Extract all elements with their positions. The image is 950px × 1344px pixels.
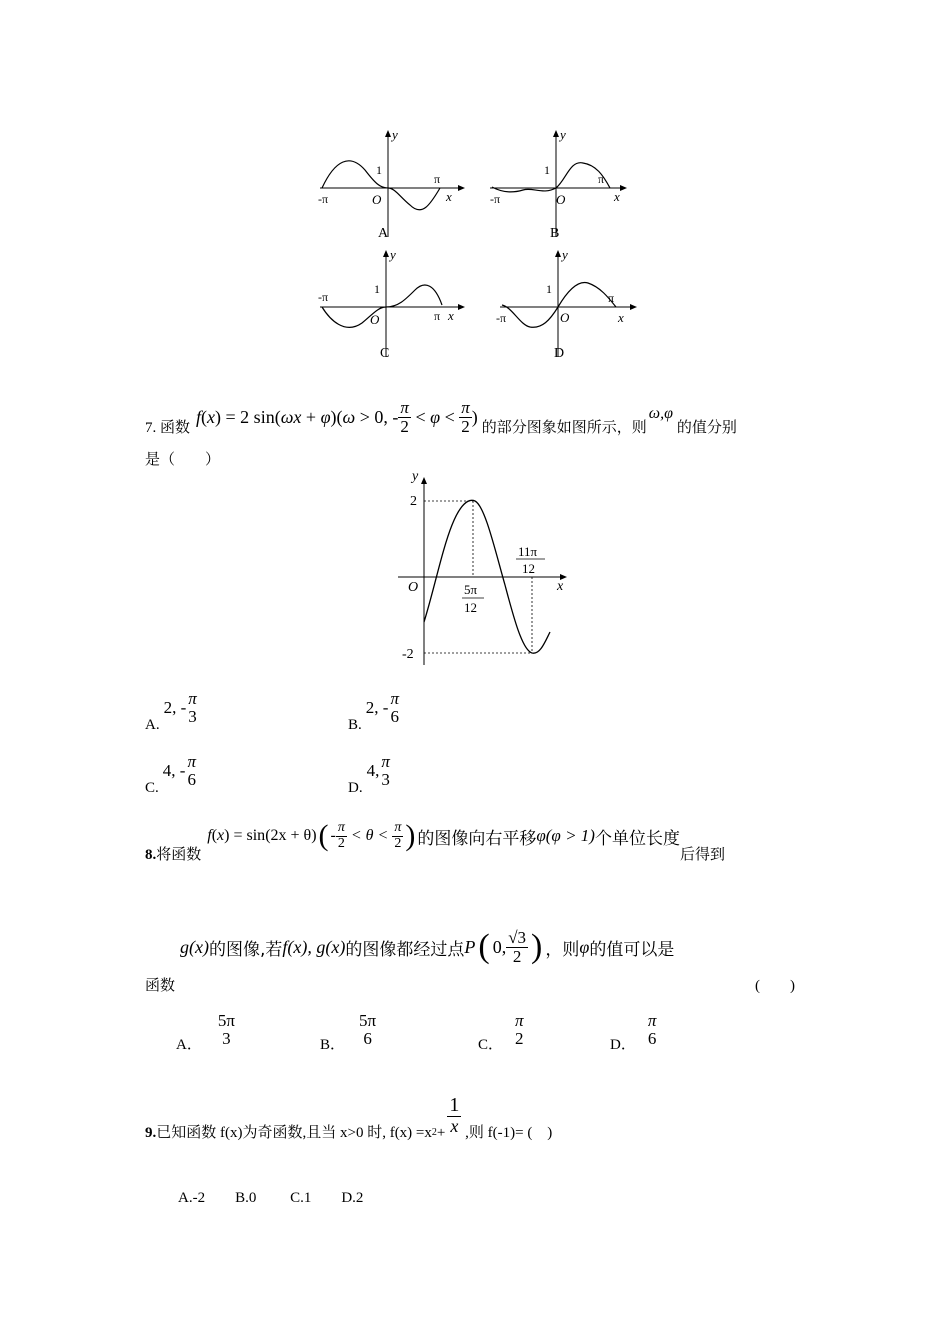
- svg-text:y: y: [390, 247, 396, 262]
- svg-text:A: A: [378, 226, 389, 241]
- svg-text:π: π: [608, 291, 615, 305]
- q7-mid-text: 的部分图象如图所示，则: [481, 419, 647, 436]
- svg-text:1: 1: [544, 163, 550, 177]
- svg-text:x: x: [448, 308, 454, 323]
- q7-graph: [390, 470, 580, 670]
- q7-tail-text: 的值分别: [676, 419, 737, 436]
- q7-lead: 函数: [160, 419, 191, 436]
- svg-text:y: y: [392, 127, 398, 142]
- q9-tail: ,则 f(-1)= ( ): [461, 1124, 553, 1141]
- graph-a: [310, 125, 470, 245]
- svg-text:-π: -π: [496, 311, 507, 325]
- q7-line1: [145, 395, 737, 439]
- q8-number: 8.: [145, 846, 157, 863]
- svg-text:C: C: [380, 346, 390, 361]
- q8-option-c[interactable]: C． π 2: [478, 1011, 524, 1053]
- svg-text:x: x: [614, 189, 620, 204]
- q8-formula: f ( x ) = sin (2x + θ) ( - $\frac{\pi}{2}$ < θ < $\frac{\pi}{2}$ ) 的图像向右平移 φ(φ > 1) 个单位长度: [207, 819, 680, 852]
- q7-formula: f ( x ) = 2 sin( ω x + φ )( ω > 0, - $\frac{\pi}{2}$ < φ < $\frac{\pi}{2}$ ): [196, 397, 478, 436]
- q7-option-c[interactable]: C. 4, - π 6: [145, 752, 196, 796]
- q7-option-d[interactable]: D. 4, π 3: [348, 752, 390, 796]
- svg-text:-π: -π: [318, 290, 329, 304]
- q7-option-a[interactable]: A. 2, - π 3: [145, 689, 197, 733]
- q9-fraction: $\frac{1}{x}$: [449, 1094, 460, 1136]
- q8-line2: g(x) 的图像,若 f(x), g(x) 的图像都经过点 P ( 0, $\frac{√3}{2}$ ) ，则 φ 的值可以是: [180, 927, 675, 966]
- svg-text:12: 12: [522, 561, 535, 576]
- svg-text:O: O: [556, 192, 566, 207]
- svg-text:π: π: [434, 309, 441, 323]
- graph-d: [490, 245, 650, 365]
- svg-text:x: x: [446, 189, 452, 204]
- q9-line: 9. 已知函数 f(x)为奇函数,且当 x>0 时, f(x) =x 2 + $\frac{1}{x}$ ,则 f(-1)= ( ): [145, 1094, 553, 1141]
- q7-line2: 是（ ）: [145, 452, 221, 468]
- q8-line1: [145, 818, 725, 868]
- svg-text:D: D: [554, 346, 565, 361]
- svg-text:y: y: [562, 247, 568, 262]
- svg-text:1: 1: [376, 163, 382, 177]
- q9-options[interactable]: A.-2 B.0 C.1 D.2: [178, 1190, 364, 1206]
- q8-line3: 函数: [145, 978, 176, 994]
- q8-option-a[interactable]: A． 5π 3: [176, 1011, 235, 1053]
- q8-paren: ( ): [755, 978, 795, 994]
- svg-text:B: B: [550, 226, 560, 241]
- svg-text:π: π: [434, 172, 441, 186]
- q7-vars: ω,φ: [648, 405, 673, 422]
- graph-b: [478, 125, 638, 245]
- svg-text:-π: -π: [318, 192, 329, 206]
- svg-text:O: O: [372, 192, 382, 207]
- svg-text:1: 1: [374, 282, 380, 296]
- svg-text:12: 12: [464, 600, 477, 615]
- q9-text: 已知函数 f(x)为奇函数,且当 x>0 时, f(x) =x: [156, 1124, 432, 1141]
- q8-tail: 后得到: [679, 846, 725, 863]
- svg-text:y: y: [560, 127, 566, 142]
- q9-sup: 2: [431, 1127, 437, 1138]
- svg-text:x: x: [557, 579, 564, 594]
- svg-text:O: O: [370, 312, 380, 327]
- curve: [502, 282, 616, 327]
- svg-text:x: x: [618, 310, 624, 325]
- q8-option-b[interactable]: B． 5π 6: [320, 1011, 377, 1053]
- svg-text:-π: -π: [490, 192, 501, 206]
- svg-text:5π: 5π: [464, 582, 478, 597]
- svg-text:-2: -2: [402, 647, 414, 662]
- svg-text:2: 2: [410, 494, 417, 509]
- svg-text:π: π: [598, 172, 605, 186]
- svg-text:11π: 11π: [518, 544, 538, 559]
- q7-option-b[interactable]: B. 2, - π 6: [348, 689, 399, 733]
- svg-text:1: 1: [546, 282, 552, 296]
- svg-text:O: O: [560, 310, 570, 325]
- svg-text:y: y: [412, 470, 419, 484]
- graph-c: [310, 245, 470, 365]
- q8-option-d[interactable]: D． π 6: [610, 1011, 657, 1053]
- curve: [322, 285, 442, 327]
- svg-text:O: O: [408, 580, 419, 595]
- q8-lead: 将函数: [156, 846, 202, 863]
- q9-number: 9.: [145, 1124, 157, 1141]
- q7-number: 7.: [145, 419, 157, 436]
